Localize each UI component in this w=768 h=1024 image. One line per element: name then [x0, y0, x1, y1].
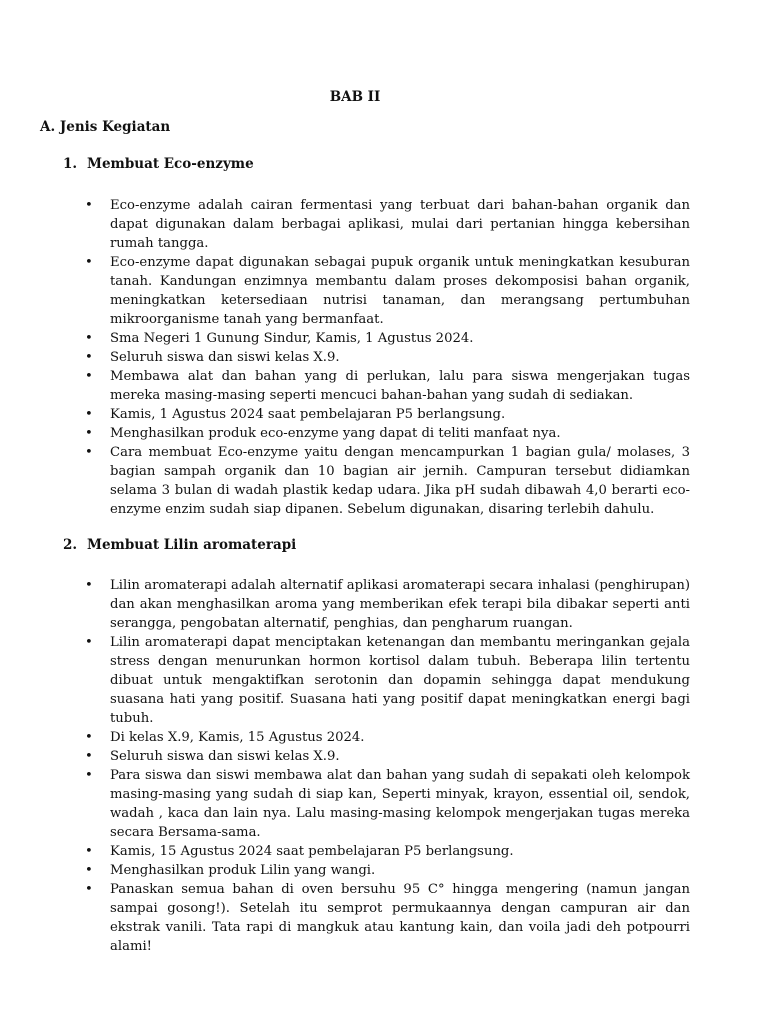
list-item: • Membawa alat dan bahan yang di perlukan, lalu para siswa mengerjakan tugas mereka masing-masing seperti mencuci bahan-bahan yang sudah di sediakan. [110, 367, 690, 405]
subsection-title: Membuat Lilin aromaterapi [87, 537, 297, 553]
list-item: • Cara membuat Eco-enzyme yaitu dengan mencampurkan 1 bagian gula/ molases, 3 bagian sampah organik dan 10 bagian air jernih. Campuran tersebut didiamkan selama 3 bulan di wadah plastik kedap udara. Jika pH sudah dibawah 4,0 berarti eco-enzyme enzim sudah siap dipanen. Sebelum digunakan, disaring terlebih dahulu. [110, 443, 690, 519]
list-item: • Eco-enzyme dapat digunakan sebagai pupuk organik untuk meningkatkan kesuburan tanah. Kandungan enzimnya membantu dalam proses dekomposisi bahan organik, meningkatkan ketersediaan nutrisi tanaman, dan merangsang pertumbuhan mikroorganisme tanah yang bermanfaat. [110, 253, 690, 329]
lilin-aromaterapi-bullet-list [110, 576, 690, 956]
subsection-title: Membuat Eco-enzyme [87, 156, 254, 172]
section-heading: A. Jenis Kegiatan [40, 119, 171, 135]
subsection-heading-lilin-aromaterapi [63, 536, 296, 555]
list-item: • Menghasilkan produk Lilin yang wangi. [110, 861, 690, 880]
list-item: • Sma Negeri 1 Gunung Sindur, Kamis, 1 Agustus 2024. [110, 329, 690, 348]
subsection-number: 2. [63, 537, 78, 553]
list-item: • Para siswa dan siswi membawa alat dan bahan yang sudah di sepakati oleh kelompok masing-masing yang sudah di siap kan, Seperti minyak, krayon, essential oil, sendok, wadah , kaca dan lain nya. Lalu masing-masing kelompok mengerjakan tugas mereka secara Bersama-sama. [110, 766, 690, 842]
list-item: • Seluruh siswa dan siswi kelas X.9. [110, 348, 690, 367]
list-item: • Lilin aromaterapi adalah alternatif aplikasi aromaterapi secara inhalasi (penghirupan) dan akan menghasilkan aroma yang memberikan efek terapi bila dibakar seperti anti serangga, pengobatan alternatif, penghias, dan pengharum ruangan. [110, 576, 690, 633]
list-item: • Menghasilkan produk eco-enzyme yang dapat di teliti manfaat nya. [110, 424, 690, 443]
subsection-number: 1. [63, 156, 78, 172]
list-item: • Di kelas X.9, Kamis, 15 Agustus 2024. [110, 728, 690, 747]
chapter-title: BAB II [329, 89, 381, 105]
list-item: • Kamis, 1 Agustus 2024 saat pembelajaran P5 berlangsung. [110, 405, 690, 424]
list-item: • Eco-enzyme adalah cairan fermentasi yang terbuat dari bahan-bahan organik dan dapat digunakan dalam berbagai aplikasi, mulai dari pertanian hingga kebersihan rumah tangga. [110, 196, 690, 253]
list-item: • Panaskan semua bahan di oven bersuhu 95 C° hingga mengering (namun jangan sampai gosong!). Setelah itu semprot permukaannya dengan campuran air dan ekstrak vanili. Tata rapi di mangkuk atau kantung kain, dan voila jadi deh potpourri alami! [110, 880, 690, 956]
eco-enzyme-bullet-list [110, 196, 690, 519]
list-item: • Kamis, 15 Agustus 2024 saat pembelajaran P5 berlangsung. [110, 842, 690, 861]
subsection-heading-eco-enzyme [63, 155, 254, 174]
list-item: • Lilin aromaterapi dapat menciptakan ketenangan dan membantu meringankan gejala stress dengan menurunkan hormon kortisol dalam tubuh. Beberapa lilin tertentu dibuat untuk mengaktifkan serotonin dan dopamin sehingga dapat mendukung suasana hati yang positif. Suasana hati yang positif dapat meningkatkan energi bagi tubuh. [110, 633, 690, 728]
list-item: • Seluruh siswa dan siswi kelas X.9. [110, 747, 690, 766]
